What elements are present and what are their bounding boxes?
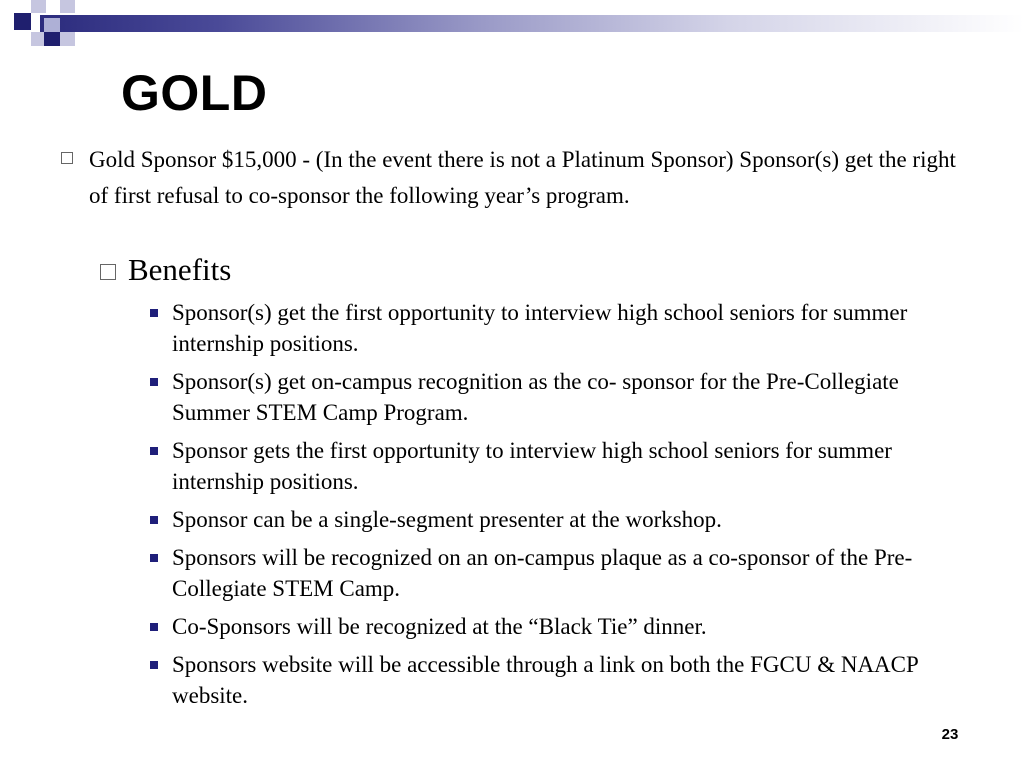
list-item [148, 649, 968, 711]
list-item [148, 504, 968, 535]
filled-square-bullet-icon [150, 378, 158, 386]
filled-square-bullet-icon [150, 623, 158, 631]
list-item [148, 297, 968, 359]
filled-square-bullet-icon [150, 447, 158, 455]
decor-square [14, 13, 31, 30]
list-item [148, 366, 968, 428]
benefits-list [148, 297, 968, 718]
filled-square-bullet-icon [150, 554, 158, 562]
list-item [148, 611, 968, 642]
benefit-text: Sponsors will be recognized on an on-campus plaque as a co-sponsor of the Pre-Collegiate STEM Camp. [172, 545, 913, 601]
main-bullet [55, 142, 965, 214]
decor-square [44, 32, 60, 46]
list-item [148, 542, 968, 604]
slide-title: GOLD [121, 65, 268, 121]
decor-square [31, 0, 46, 13]
benefit-text: Sponsors website will be accessible through a link on both the FGCU & NAACP website. [172, 652, 918, 708]
decor-square [44, 18, 60, 32]
list-item [148, 435, 968, 497]
header-gradient-bar [40, 15, 1024, 32]
benefit-text: Sponsor(s) get the first opportunity to interview high school seniors for summer internship positions. [172, 300, 908, 356]
decor-square [31, 32, 45, 46]
page-number: 23 [941, 726, 959, 743]
decor-square [60, 32, 75, 46]
benefit-text: Sponsor gets the first opportunity to interview high school seniors for summer internship positions. [172, 438, 892, 494]
main-bullet-text: Gold Sponsor $15,000 - (In the event there is not a Platinum Sponsor) Sponsor(s) get the right of first refusal to co-sponsor the following year’s program. [89, 147, 956, 208]
hollow-square-bullet-icon [61, 152, 73, 164]
benefit-text: Sponsor can be a single-segment presenter at the workshop. [172, 507, 722, 532]
benefits-heading [96, 251, 231, 289]
filled-square-bullet-icon [150, 309, 158, 317]
filled-square-bullet-icon [150, 516, 158, 524]
benefit-text: Sponsor(s) get on-campus recognition as the co- sponsor for the Pre-Collegiate Summer STEM Camp Program. [172, 369, 899, 425]
filled-square-bullet-icon [150, 661, 158, 669]
benefits-heading-text: Benefits [128, 252, 232, 287]
decor-square [60, 0, 75, 13]
benefit-text: Co-Sponsors will be recognized at the “Black Tie” dinner. [172, 614, 707, 639]
hollow-square-bullet-icon [100, 264, 116, 280]
